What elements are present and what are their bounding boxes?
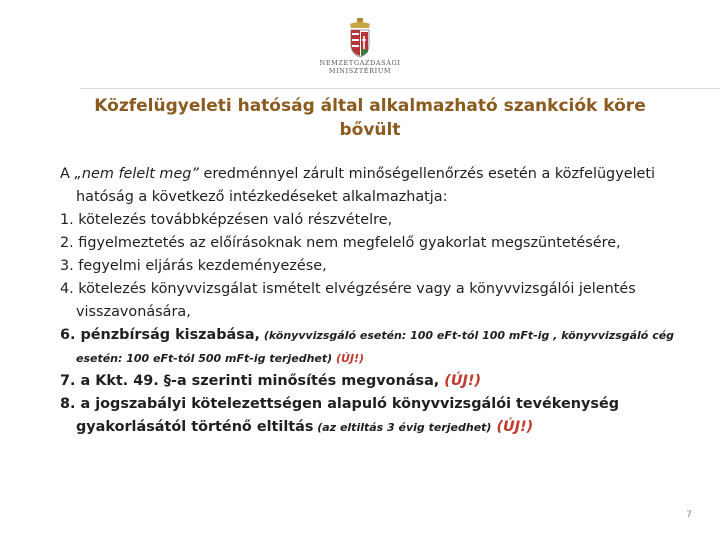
list-item: 4. kötelezés könyvvizsgálat ismételt elvégzésére vagy a könyvvizsgálói jelentés visszavonására, — [60, 281, 636, 320]
sanctions-list — [60, 163, 700, 439]
intro-prefix: A — [60, 166, 75, 182]
ministry-logo — [300, 18, 420, 86]
list-item-6 — [60, 324, 700, 370]
ministry-name-line1: NEMZETGAZDASÁGI — [319, 59, 401, 67]
item6-note: (könyvvizsgáló esetén: 100 eFt-tól 100 mFt-ig , könyvvizsgáló cég esetén: 100 eFt-tól 500 mFt-ig terjedhet) — [76, 329, 675, 365]
ministry-name-line2: MINISZTÉRIUM — [328, 67, 392, 75]
header-divider — [80, 88, 720, 89]
intro-quote: „nem felelt meg” — [74, 166, 199, 182]
slide-title-line2: bővült — [339, 120, 401, 140]
slide-title — [60, 94, 680, 142]
list-item: 2. figyelmeztetés az előírásoknak nem megfelelő gyakorlat megszüntetésére, — [60, 235, 621, 251]
list-item: 1. kötelezés továbbképzésen való részvételre, — [60, 212, 393, 228]
intro-rest: eredménnyel zárult minőségellenőrzés esetén a közfelügyeleti hatóság a következő intézkedéseket alkalmazhatja: — [76, 166, 656, 205]
ministry-name — [300, 59, 420, 75]
slide-title-line1: Közfelügyeleti hatóság által alkalmazható szankciók köre — [94, 96, 646, 116]
item8-main: 8. a jogszabályi kötelezettségen alapuló könyvvizsgálói tevékenység gyakorlásától történő eltiltás — [60, 396, 619, 435]
new-tag: (ÚJ!) — [439, 373, 482, 389]
item8-note: (az eltiltás 3 évig terjedhet) — [313, 421, 492, 434]
item7-main: 7. a Kkt. 49. §-a szerinti minősítés megvonása, — [60, 373, 440, 389]
coat-of-arms-icon — [347, 18, 373, 58]
list-item: 3. fegyelmi eljárás kezdeményezése, — [60, 258, 327, 274]
list-item-7 — [60, 370, 700, 393]
new-tag: (ÚJ!) — [491, 419, 534, 435]
list-item-8 — [60, 393, 700, 439]
item6-main: 6. pénzbírság kiszabása, — [60, 327, 261, 343]
page-number: 7 — [686, 510, 692, 520]
new-tag: (ÚJ!) — [332, 352, 365, 365]
intro-paragraph — [60, 163, 700, 209]
